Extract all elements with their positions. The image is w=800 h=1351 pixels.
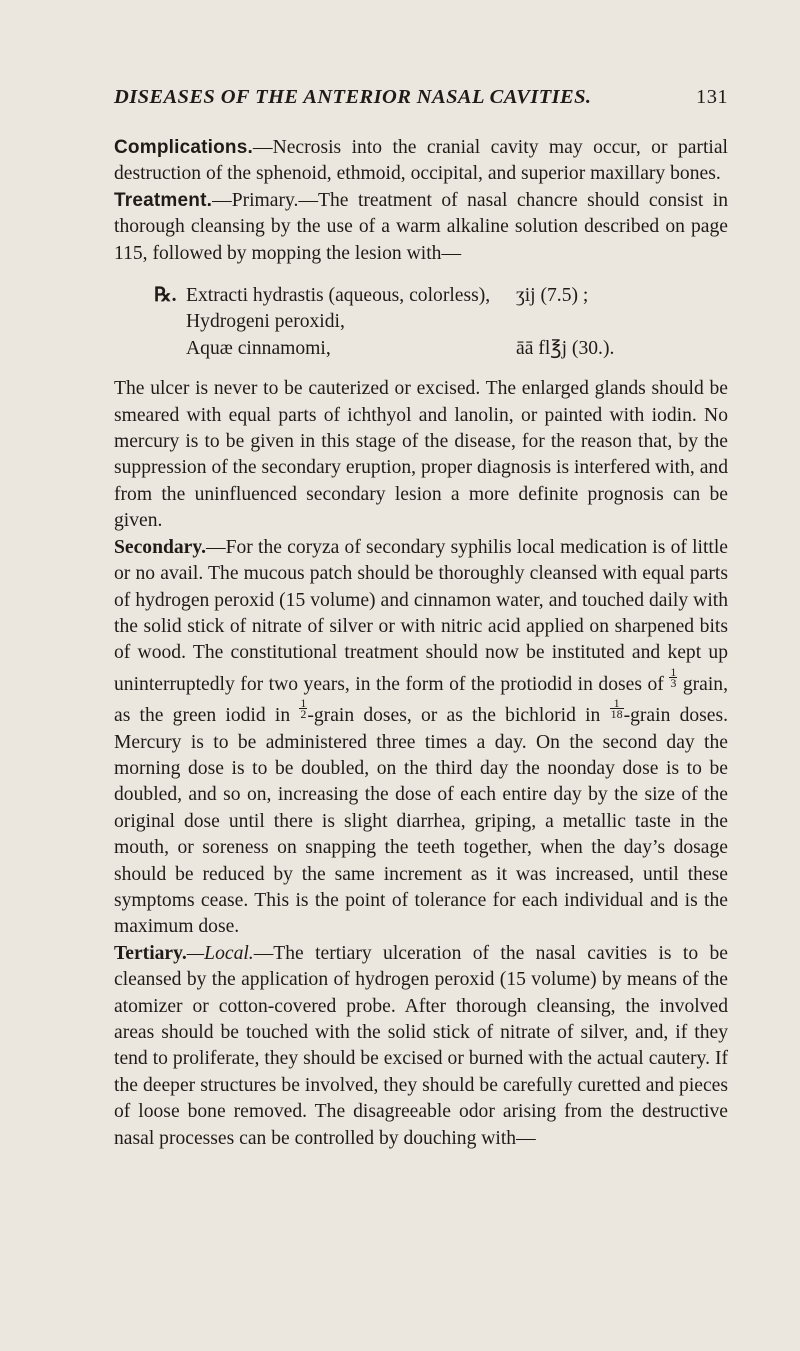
secondary-text-1: —For the coryza of secondary syphilis local medication is of little or no avail. The mucous patch should be thoroughly cleansed with equal parts of hydrogen peroxid (15 volume) and cinnamon water, and touched daily with the solid stick of nitrate of silver or with nitric acid applied on sharpened bits of wood. The constitutional treatment should now be instituted and kept up uninterruptedly for two years, in the form of the protiodid in doses of xyxy=(114,536,728,695)
fraction-one-eighteenth xyxy=(610,696,624,722)
ulcer-paragraph: The ulcer is never to be cauterized or excised. The enlarged glands should be smeared with equal parts of ichthyol and lanolin, or painted with iodin. No mercury is to be given in this stage of the disease, for the reason that, by the suppression of the secondary eruption, proper diagnosis is interfered with, and from the uninfluenced secondary lesion a more definite prognosis can be given. xyxy=(114,378,728,532)
prescription-ingredient-2: Hydrogeni peroxidi, xyxy=(186,311,345,333)
fraction-1-denominator: 3 xyxy=(670,675,677,690)
tertiary-subheading: —Local. xyxy=(186,942,254,964)
prescription-line-3 xyxy=(154,336,728,362)
fraction-one-third xyxy=(669,664,677,690)
tertiary-paragraph xyxy=(114,941,728,1152)
prescription-dose-3: āā fl℥j (30.). xyxy=(516,337,615,359)
prescription-dose-1: ʒij (7.5) ; xyxy=(516,285,589,307)
tertiary-text: —The tertiary ulceration of the nasal cavities is to be cleansed by the application of hydrogen peroxid (15 volume) by means of the atomizer or cotton-covered probe. After thorough cleansing, the involved areas should be touched with the solid stick of nitrate of silver, and, if they tend to proliferate, they should be excised or burned with the actual cautery. If the deeper structures be involved, they should be carefully curetted and pieces of loose bone removed. The disagreeable odor arising from the destructive nasal processes can be controlled by douching with— xyxy=(114,942,728,1149)
secondary-heading: Secondary. xyxy=(114,536,206,558)
tertiary-heading: Tertiary. xyxy=(114,942,187,964)
treatment-paragraph xyxy=(114,188,728,267)
treatment-subheading: —Primary. xyxy=(212,189,299,211)
prescription-line-1 xyxy=(154,283,728,309)
running-head xyxy=(114,86,728,109)
recipe-symbol: ℞. xyxy=(154,285,177,307)
secondary-text-2: grain, as the green iodid in xyxy=(114,673,728,727)
prescription-line-2 xyxy=(154,309,728,335)
fraction-1-numerator: 1 xyxy=(670,664,677,679)
treatment-text: —The treatment of nasal chancre should consist in thorough cleansing by the use of a warm alkaline solution described on page 115, followed by mopping the lesion with— xyxy=(114,189,728,264)
fraction-2-numerator: 1 xyxy=(300,696,307,711)
secondary-paragraph xyxy=(114,535,728,941)
body-text xyxy=(114,135,728,1152)
complications-heading: Complications. xyxy=(114,137,253,158)
fraction-3-denominator: 18 xyxy=(610,707,623,722)
running-head-title: DISEASES OF THE ANTERIOR NASAL CAVITIES. xyxy=(114,86,592,108)
complications-paragraph xyxy=(114,135,728,188)
complications-text: —Necrosis into the cranial cavity may occur, or partial destruction of the sphenoid, ethmoid, occipital, and superior maxillary bones. xyxy=(114,137,728,185)
treatment-heading: Treatment. xyxy=(114,189,213,211)
secondary-text-4: -grain doses. Mercury is to be administered three times a day. On the second day the morning dose is to be doubled, on the third day the noonday dose is to be doubled, and so on, increasing the dose of each entire day by the size of the original dose until there is slight diarrhea, griping, a metallic taste in the mouth, or soreness on snapping the teeth together, when the day’s dosage should be reduced by the same increment as it was increased, until these symptoms cease. This is the point of tolerance for each individual and is the maximum dose. xyxy=(114,705,729,938)
fraction-2-denominator: 2 xyxy=(300,707,307,722)
page-number: 131 xyxy=(696,86,728,108)
prescription xyxy=(154,283,728,362)
prescription-ingredient-3: Aquæ cinnamomi, xyxy=(186,337,331,359)
prescription-ingredient-1: Extracti hydrastis (aqueous, colorless), xyxy=(186,285,491,307)
fraction-3-numerator: 1 xyxy=(610,698,624,709)
secondary-text-3: -grain doses, or as the bichlorid in xyxy=(307,705,601,727)
